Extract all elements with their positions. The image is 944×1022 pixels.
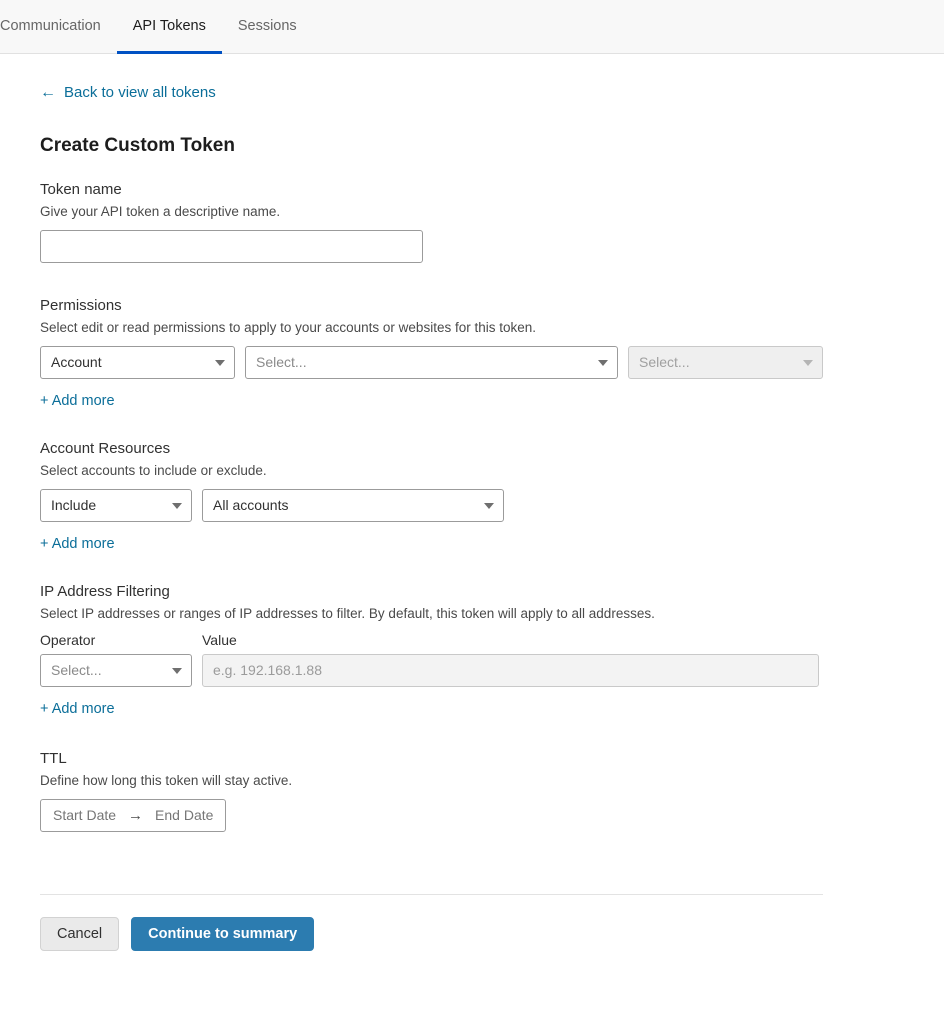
token-name-description: Give your API token a descriptive name. — [40, 203, 281, 219]
account-resources-row — [40, 489, 904, 522]
ip-filtering-column-headers — [40, 632, 904, 648]
section-account-resources — [40, 440, 904, 553]
account-resources-mode-value: Include — [51, 497, 97, 513]
ttl-description: Define how long this token will stay active. — [40, 772, 293, 788]
section-token-name — [40, 181, 904, 263]
back-to-tokens-label: Back to view all tokens — [64, 84, 216, 101]
footer-divider — [40, 894, 823, 895]
section-permissions — [40, 297, 904, 410]
ip-operator-column-label: Operator — [40, 631, 96, 648]
permission-scope-select[interactable] — [40, 346, 235, 379]
ip-value-column-label: Value — [202, 631, 237, 648]
ttl-date-range-picker[interactable] — [40, 799, 226, 832]
tab-sessions-label: Sessions — [237, 17, 297, 34]
ip-operator-value: Select... — [51, 662, 102, 678]
arrow-right-icon: → — [128, 806, 144, 824]
permissions-label: Permissions — [40, 296, 122, 314]
ttl-label: TTL — [40, 749, 67, 767]
ip-value-input[interactable] — [202, 654, 819, 687]
cancel-button[interactable]: Cancel — [40, 917, 119, 951]
chevron-down-icon — [172, 503, 182, 509]
token-name-label: Token name — [40, 180, 122, 198]
tab-sessions[interactable] — [222, 0, 313, 54]
ttl-end-date[interactable]: End Date — [155, 807, 214, 823]
tab-communication-label: Communication — [0, 17, 101, 34]
ip-filtering-add-more-button[interactable] — [40, 701, 115, 717]
ip-operator-select[interactable] — [40, 654, 192, 687]
account-resources-accounts-value: All accounts — [213, 497, 289, 513]
chevron-down-icon — [215, 360, 225, 366]
permissions-add-more-label: + Add more — [40, 392, 115, 409]
page-title: Create Custom Token — [40, 134, 235, 156]
ip-filtering-row — [40, 654, 904, 687]
form-actions — [40, 917, 904, 981]
ip-filtering-add-more-label: + Add more — [40, 700, 115, 717]
continue-to-summary-button[interactable]: Continue to summary — [131, 917, 314, 951]
permission-level-value: Select... — [639, 354, 690, 370]
section-ttl — [40, 750, 904, 832]
chevron-down-icon — [484, 503, 494, 509]
account-resources-add-more-button[interactable] — [40, 536, 115, 552]
tab-bar — [0, 0, 944, 54]
section-ip-filtering — [40, 583, 904, 718]
permission-type-value: Select... — [256, 354, 307, 370]
tab-api-tokens[interactable] — [117, 0, 222, 54]
tab-api-tokens-label: API Tokens — [132, 17, 206, 34]
chevron-down-icon — [803, 360, 813, 366]
account-resources-label: Account Resources — [40, 439, 171, 457]
permissions-add-more-button[interactable] — [40, 393, 115, 409]
ttl-start-date[interactable]: Start Date — [53, 807, 117, 823]
account-resources-accounts-select[interactable] — [202, 489, 504, 522]
permissions-row — [40, 346, 904, 379]
permissions-description: Select edit or read permissions to apply to your accounts or websites for this token. — [40, 319, 536, 335]
account-resources-mode-select[interactable] — [40, 489, 192, 522]
arrow-left-icon: ← — [40, 83, 56, 101]
permission-level-select — [628, 346, 823, 379]
account-resources-description: Select accounts to include or exclude. — [40, 462, 267, 478]
back-to-tokens-link[interactable] — [40, 84, 216, 101]
account-resources-add-more-label: + Add more — [40, 535, 115, 552]
token-name-input[interactable] — [40, 230, 423, 263]
chevron-down-icon — [598, 360, 608, 366]
permission-scope-value: Account — [51, 354, 102, 370]
ip-filtering-label: IP Address Filtering — [40, 582, 170, 600]
page-content — [0, 54, 944, 981]
tab-communication[interactable] — [0, 0, 117, 54]
permission-type-select[interactable] — [245, 346, 618, 379]
chevron-down-icon — [172, 668, 182, 674]
ip-filtering-description: Select IP addresses or ranges of IP addresses to filter. By default, this token will apply to all addresses. — [40, 605, 655, 621]
